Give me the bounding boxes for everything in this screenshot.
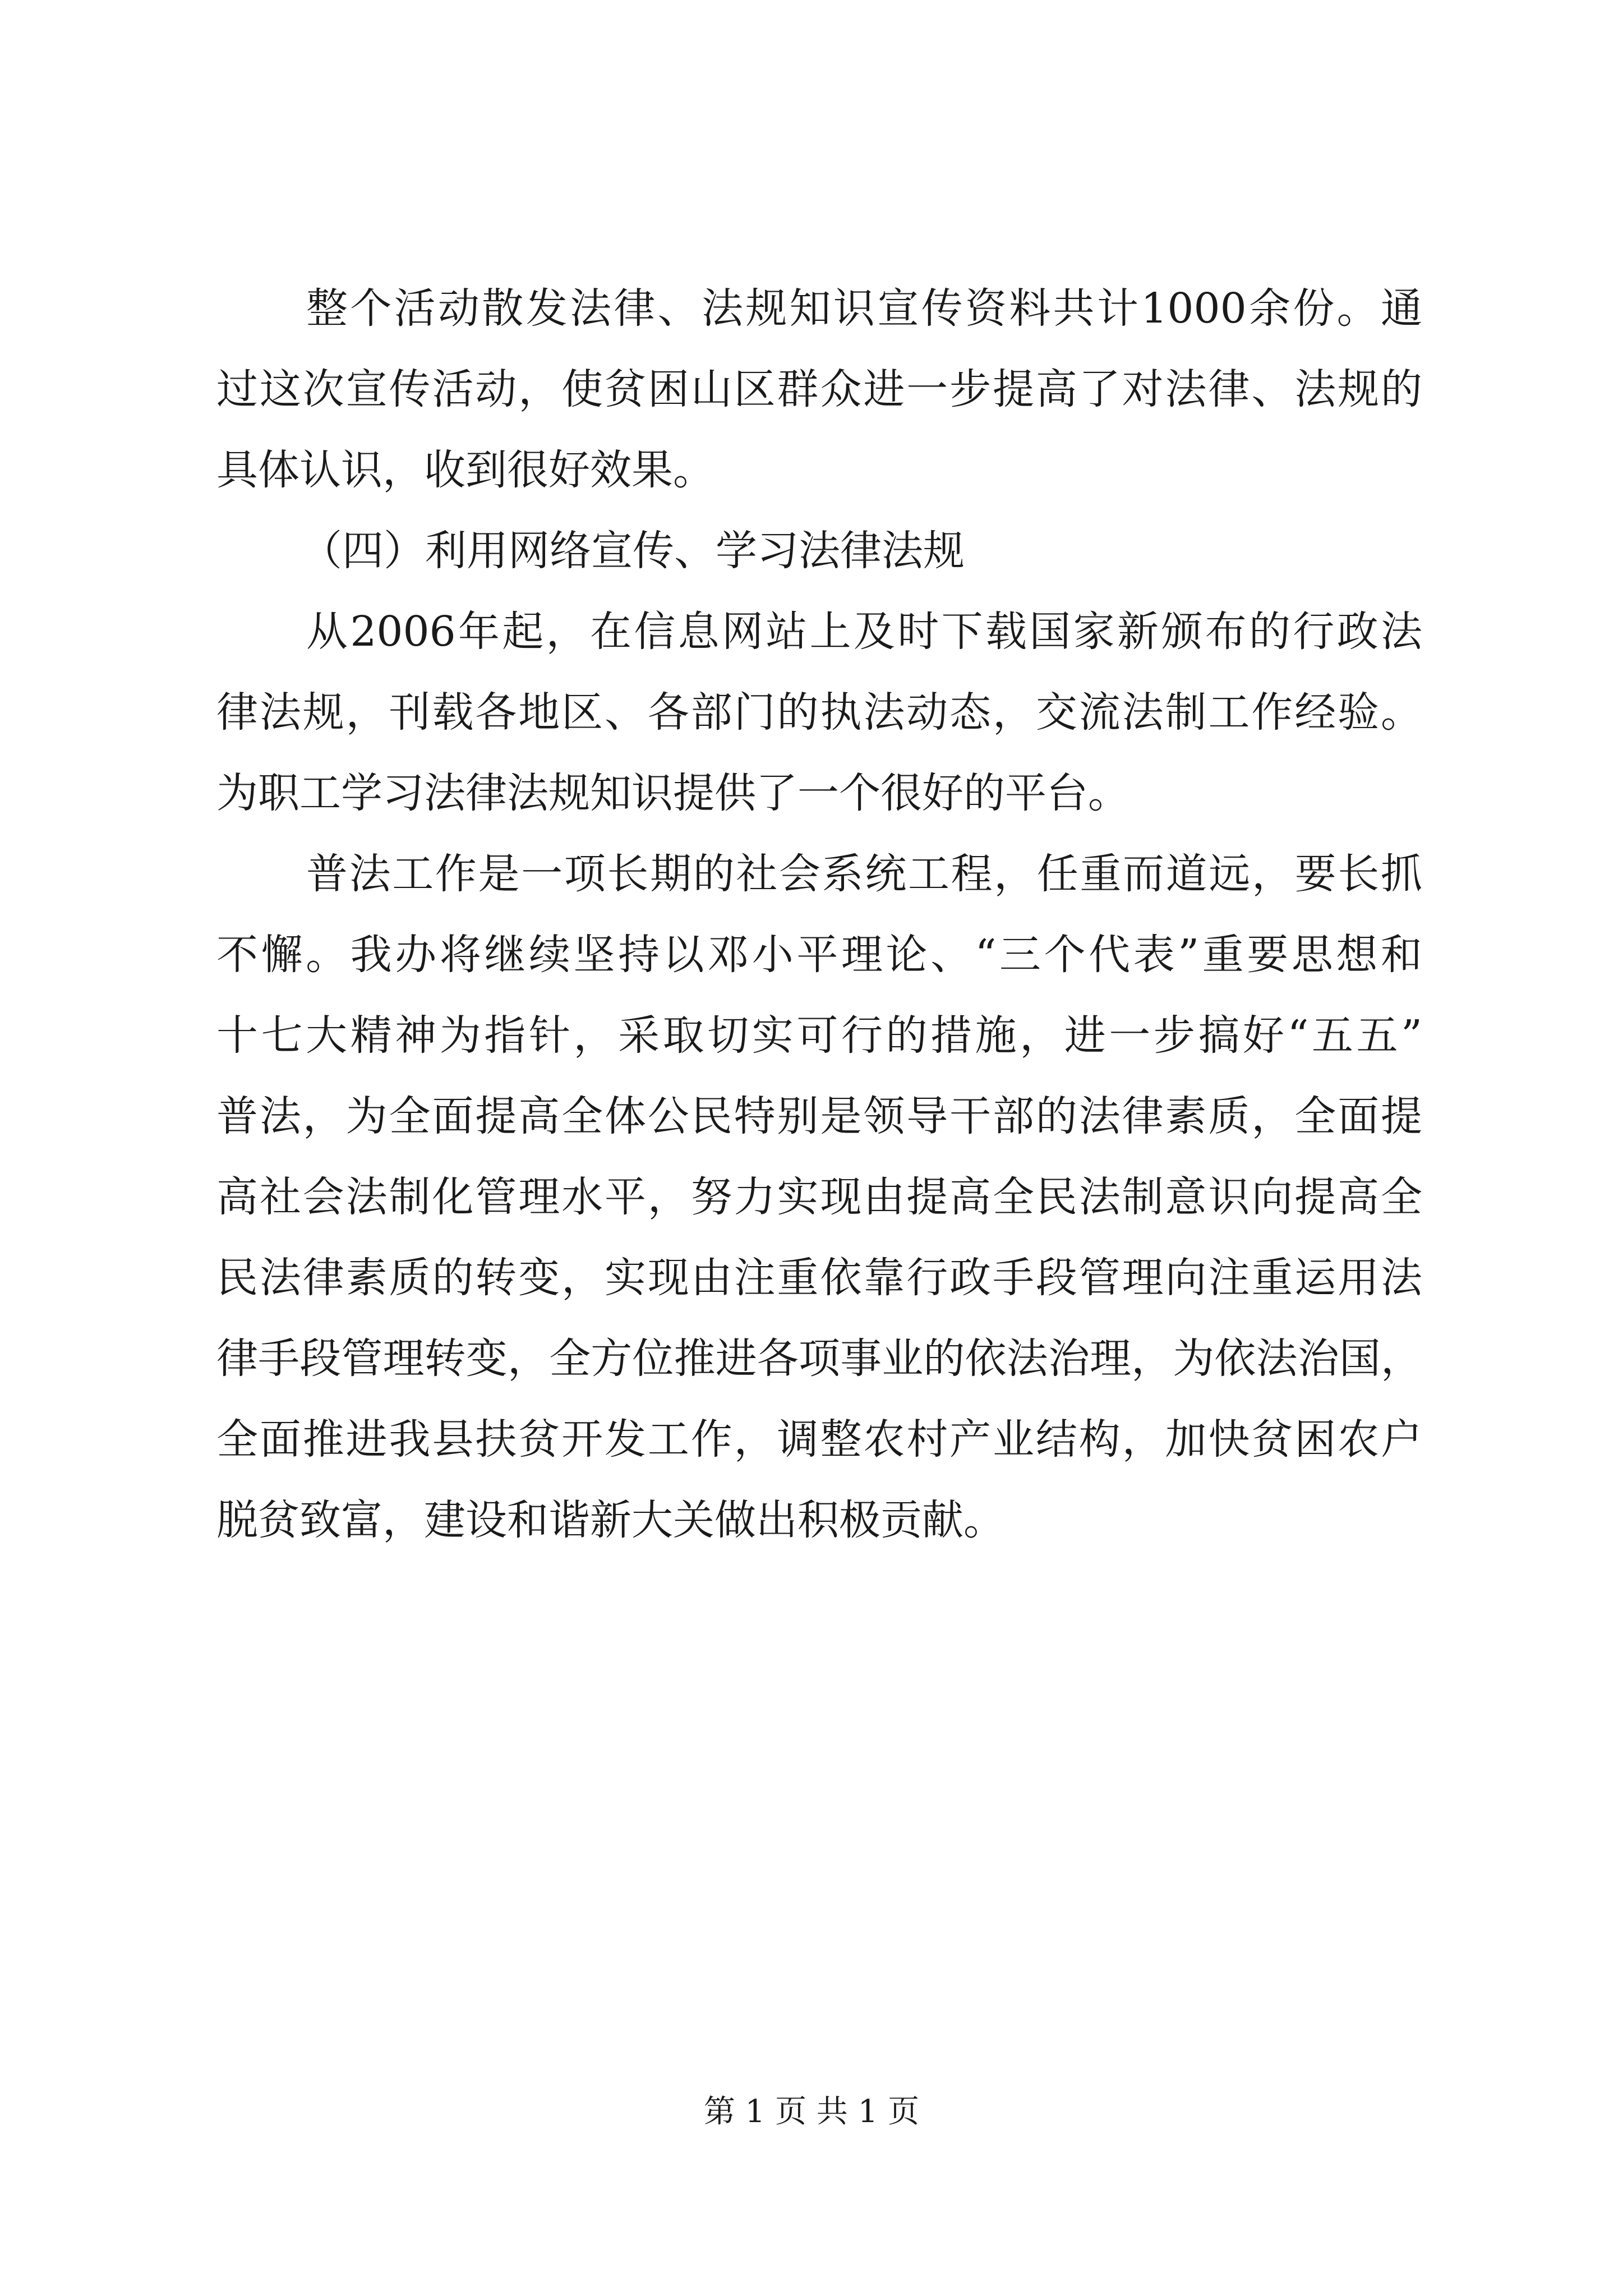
paragraph-line: 普法工作是一项长期的社会系统工程，任重而道远，要长抓 (306, 850, 1422, 898)
paragraph-line: 十七大精神为指针，采取切实可行的措施，进一步搞好“五五” (216, 1011, 1422, 1060)
paragraph-line: 脱贫致富，建设和谐新大关做出积极贡献。 (216, 1496, 1005, 1544)
paragraph-line: 从2006年起，在信息网站上及时下载国家新颁布的行政法 (306, 608, 1422, 656)
paragraph-line: 民法律素质的转变，实现由注重依靠行政手段管理向注重运用法 (216, 1254, 1422, 1302)
paragraph-line: 为职工学习法律法规知识提供了一个很好的平台。 (216, 769, 1129, 817)
paragraph-line: 整个活动散发法律、法规知识宣传资料共计1000余份。通 (306, 284, 1422, 333)
paragraph-line: 具体认识，收到很好效果。 (216, 446, 714, 494)
paragraph-line: 律法规，刊载各地区、各部门的执法动态，交流法制工作经验。 (216, 688, 1422, 737)
paragraph-line: 律手段管理转变，全方位推进各项事业的依法治理，为依法治国， (216, 1335, 1422, 1383)
paragraph-line: 高社会法制化管理水平，努力实现由提高全民法制意识向提高全 (216, 1173, 1422, 1221)
section-heading: （四）利用网络宣传、学习法律法规 (301, 527, 965, 575)
document-body (216, 268, 1422, 1561)
paragraph-line: 过这次宣传活动，使贫困山区群众进一步提高了对法律、法规的 (216, 365, 1422, 413)
page-footer (0, 2092, 1623, 2132)
paragraph-line: 普法，为全面提高全体公民特别是领导干部的法律素质，全面提 (216, 1092, 1422, 1140)
page-number-label: 第 1 页 共 1 页 (703, 2093, 920, 2130)
paragraph-line: 不懈。我办将继续坚持以邓小平理论、“三个代表”重要思想和 (216, 931, 1422, 979)
paragraph-line: 全面推进我县扶贫开发工作，调整农村产业结构，加快贫困农户 (216, 1415, 1422, 1464)
